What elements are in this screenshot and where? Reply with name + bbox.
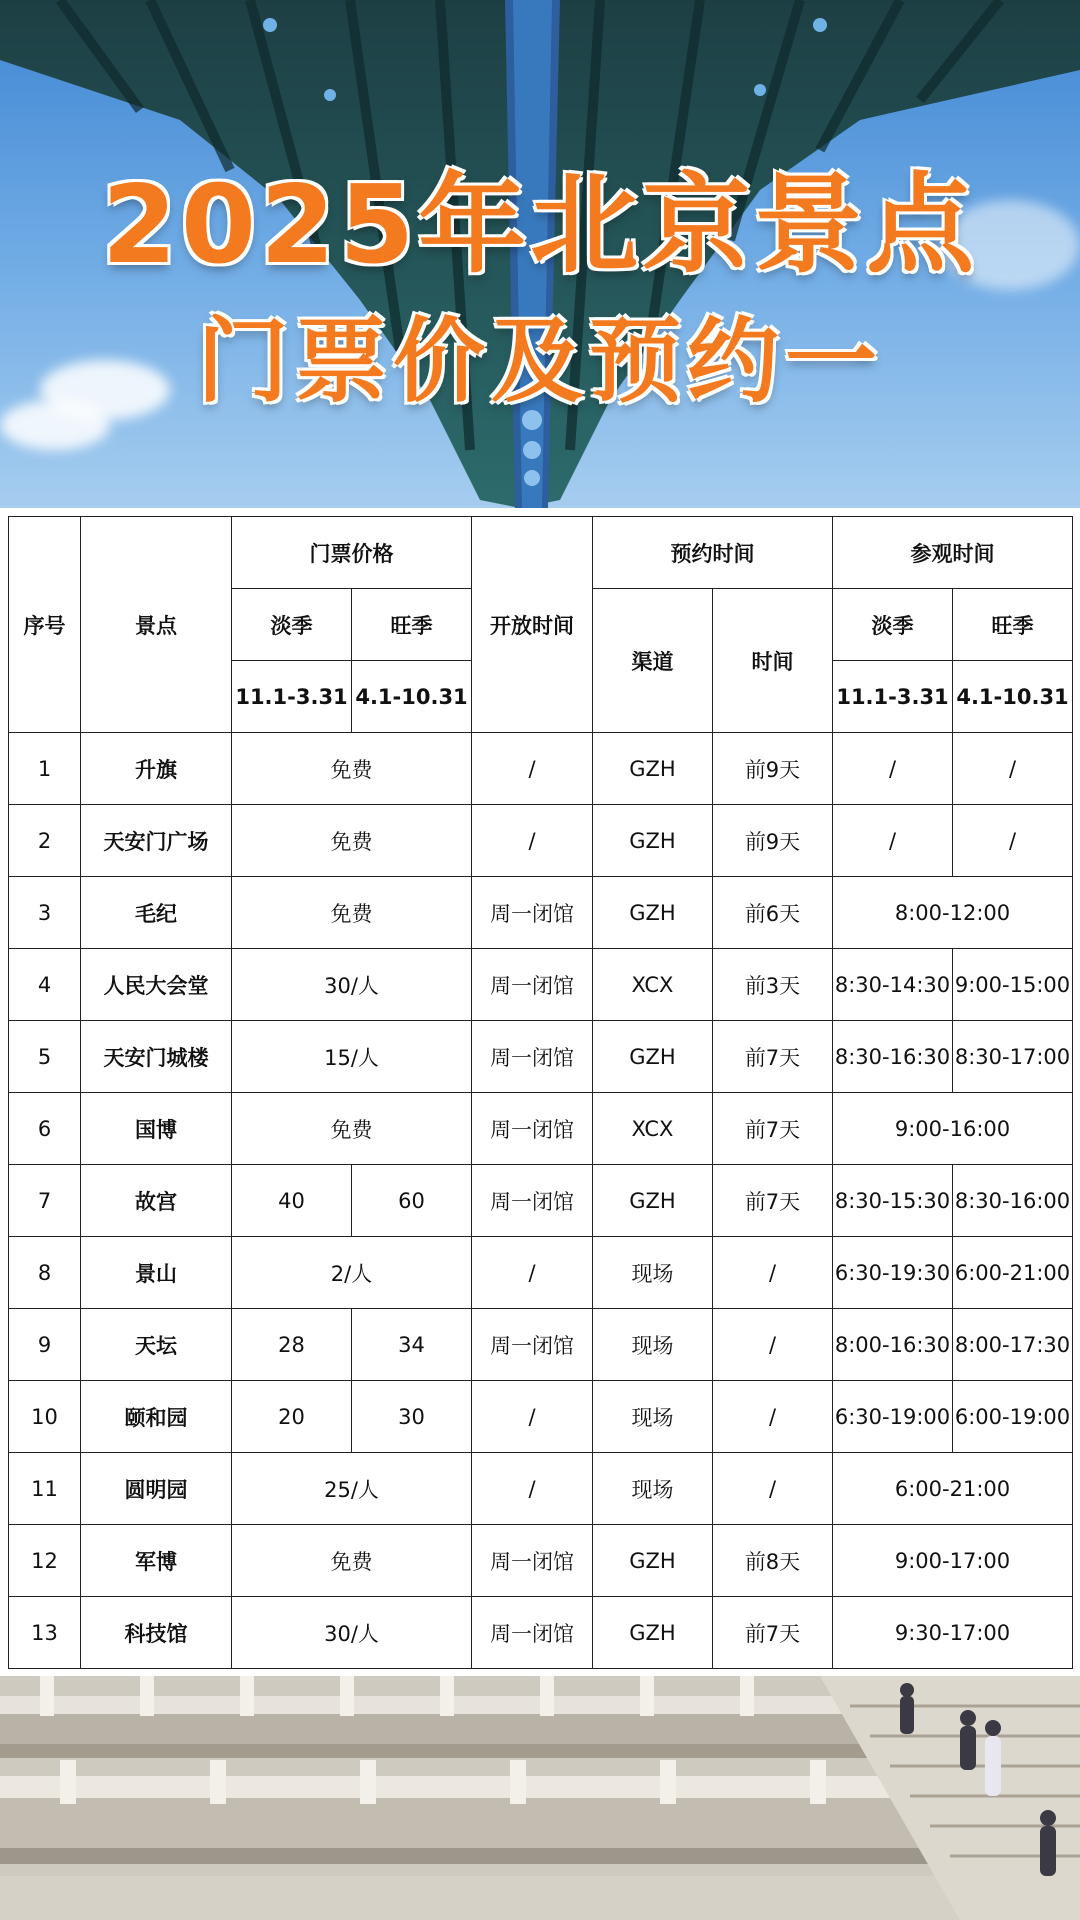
- cell-price: 2/人: [232, 1237, 472, 1309]
- table-row: [9, 733, 1073, 805]
- cell-site: 景山: [81, 1237, 232, 1309]
- cell-site: 毛纪: [81, 877, 232, 949]
- cell-index: 12: [9, 1525, 81, 1597]
- header-booking: 预约时间: [593, 517, 833, 589]
- cell-price: 15/人: [232, 1021, 472, 1093]
- header-peak-season: 旺季: [352, 589, 472, 661]
- cell-site: 科技馆: [81, 1597, 232, 1669]
- cell-open: 周一闭馆: [472, 1093, 593, 1165]
- table-row: [9, 877, 1073, 949]
- table-row: [9, 1525, 1073, 1597]
- cell-visit-off: 8:00-16:30: [833, 1309, 953, 1381]
- marble-balustrade-image: [0, 1676, 1080, 1920]
- cell-open: 周一闭馆: [472, 1597, 593, 1669]
- cell-time: /: [713, 1381, 833, 1453]
- cell-channel: GZH: [593, 733, 713, 805]
- table-row: [9, 1021, 1073, 1093]
- header-channel: 渠道: [593, 589, 713, 733]
- table-row: [9, 1309, 1073, 1381]
- cell-site: 国博: [81, 1093, 232, 1165]
- cell-visit-off: /: [833, 733, 953, 805]
- cell-visit-peak: 8:30-16:00: [953, 1165, 1073, 1237]
- cell-channel: GZH: [593, 1597, 713, 1669]
- table-row: [9, 1165, 1073, 1237]
- cell-channel: GZH: [593, 1165, 713, 1237]
- cell-price: 25/人: [232, 1453, 472, 1525]
- cell-time: 前9天: [713, 733, 833, 805]
- cell-open: /: [472, 1237, 593, 1309]
- cell-open: /: [472, 1453, 593, 1525]
- cell-channel: GZH: [593, 805, 713, 877]
- header-site: 景点: [81, 517, 232, 733]
- header-time: 时间: [713, 589, 833, 733]
- cell-channel: 现场: [593, 1453, 713, 1525]
- cell-price: 免费: [232, 805, 472, 877]
- header-visit-off: 淡季: [833, 589, 953, 661]
- cell-open: 周一闭馆: [472, 949, 593, 1021]
- cell-visit-off: 6:30-19:00: [833, 1381, 953, 1453]
- cell-index: 9: [9, 1309, 81, 1381]
- header-peak-range: 4.1-10.31: [352, 661, 472, 733]
- table-row: [9, 805, 1073, 877]
- cell-channel: GZH: [593, 1525, 713, 1597]
- cell-site: 军博: [81, 1525, 232, 1597]
- cell-visit: 9:00-16:00: [833, 1093, 1073, 1165]
- cell-visit-off: 6:30-19:30: [833, 1237, 953, 1309]
- header-open: 开放时间: [472, 517, 593, 733]
- cell-price-peak: 34: [352, 1309, 472, 1381]
- cell-visit-peak: 6:00-21:00: [953, 1237, 1073, 1309]
- cell-time: 前7天: [713, 1093, 833, 1165]
- cell-visit-peak: 9:00-15:00: [953, 949, 1073, 1021]
- header-visit-peak: 旺季: [953, 589, 1073, 661]
- cell-visit-off: 8:30-14:30: [833, 949, 953, 1021]
- cell-price-off: 28: [232, 1309, 352, 1381]
- table-row: [9, 949, 1073, 1021]
- cell-index: 2: [9, 805, 81, 877]
- cell-price-peak: 60: [352, 1165, 472, 1237]
- cell-price: 免费: [232, 1525, 472, 1597]
- table-row: [9, 1237, 1073, 1309]
- cell-index: 10: [9, 1381, 81, 1453]
- cell-site: 颐和园: [81, 1381, 232, 1453]
- header-off-season: 淡季: [232, 589, 352, 661]
- cell-price: 免费: [232, 877, 472, 949]
- hero-title: 2025年北京景点: [101, 163, 979, 288]
- cell-index: 13: [9, 1597, 81, 1669]
- cell-visit-peak: /: [953, 733, 1073, 805]
- cell-open: /: [472, 805, 593, 877]
- cell-time: 前6天: [713, 877, 833, 949]
- cell-site: 故宫: [81, 1165, 232, 1237]
- cell-visit: 9:00-17:00: [833, 1525, 1073, 1597]
- cell-index: 7: [9, 1165, 81, 1237]
- cell-site: 人民大会堂: [81, 949, 232, 1021]
- cell-price-off: 40: [232, 1165, 352, 1237]
- cell-site: 天坛: [81, 1309, 232, 1381]
- cell-price-off: 20: [232, 1381, 352, 1453]
- cell-time: 前7天: [713, 1021, 833, 1093]
- cell-channel: XCX: [593, 949, 713, 1021]
- cell-open: /: [472, 1381, 593, 1453]
- cell-index: 3: [9, 877, 81, 949]
- cell-index: 1: [9, 733, 81, 805]
- cell-index: 11: [9, 1453, 81, 1525]
- cell-visit: 8:00-12:00: [833, 877, 1073, 949]
- cell-channel: GZH: [593, 1021, 713, 1093]
- header-visit: 参观时间: [833, 517, 1073, 589]
- cell-time: 前7天: [713, 1165, 833, 1237]
- cell-index: 4: [9, 949, 81, 1021]
- cell-visit-off: /: [833, 805, 953, 877]
- cell-price: 免费: [232, 1093, 472, 1165]
- cell-visit-peak: /: [953, 805, 1073, 877]
- cell-index: 5: [9, 1021, 81, 1093]
- cell-visit-off: 8:30-15:30: [833, 1165, 953, 1237]
- cell-open: /: [472, 733, 593, 805]
- cell-channel: XCX: [593, 1093, 713, 1165]
- cell-time: 前7天: [713, 1597, 833, 1669]
- hero-subtitle: 门票价及预约一: [196, 308, 883, 415]
- header-price: 门票价格: [232, 517, 472, 589]
- table-row: [9, 1093, 1073, 1165]
- cell-channel: 现场: [593, 1309, 713, 1381]
- cell-site: 升旗: [81, 733, 232, 805]
- cell-visit: 9:30-17:00: [833, 1597, 1073, 1669]
- table-row: [9, 1597, 1073, 1669]
- cell-price: 30/人: [232, 1597, 472, 1669]
- header-off-range: 11.1-3.31: [232, 661, 352, 733]
- cell-time: /: [713, 1309, 833, 1381]
- cell-price: 免费: [232, 733, 472, 805]
- table-body: [9, 733, 1073, 1669]
- header-index: 序号: [9, 517, 81, 733]
- cell-price: 30/人: [232, 949, 472, 1021]
- cell-open: 周一闭馆: [472, 1165, 593, 1237]
- cell-time: 前3天: [713, 949, 833, 1021]
- cell-open: 周一闭馆: [472, 877, 593, 949]
- cell-channel: 现场: [593, 1381, 713, 1453]
- cell-open: 周一闭馆: [472, 1021, 593, 1093]
- cell-channel: GZH: [593, 877, 713, 949]
- cell-open: 周一闭馆: [472, 1525, 593, 1597]
- cell-open: 周一闭馆: [472, 1309, 593, 1381]
- cell-price-peak: 30: [352, 1381, 472, 1453]
- cell-index: 6: [9, 1093, 81, 1165]
- cell-channel: 现场: [593, 1237, 713, 1309]
- cell-site: 圆明园: [81, 1453, 232, 1525]
- header-visit-peak-range: 4.1-10.31: [953, 661, 1073, 733]
- table-row: [9, 1453, 1073, 1525]
- ticket-table: [8, 516, 1073, 1669]
- cell-index: 8: [9, 1237, 81, 1309]
- cell-visit-peak: 6:00-19:00: [953, 1381, 1073, 1453]
- cell-site: 天安门广场: [81, 805, 232, 877]
- cell-visit-peak: 8:00-17:30: [953, 1309, 1073, 1381]
- cell-time: /: [713, 1237, 833, 1309]
- hero-banner: [0, 0, 1080, 508]
- cell-visit-peak: 8:30-17:00: [953, 1021, 1073, 1093]
- ticket-table-container: [8, 516, 1072, 1669]
- cell-time: 前9天: [713, 805, 833, 877]
- temple-terrace-photo: [0, 1676, 1080, 1920]
- cell-visit-off: 8:30-16:30: [833, 1021, 953, 1093]
- table-row: [9, 1381, 1073, 1453]
- cell-time: 前8天: [713, 1525, 833, 1597]
- cell-time: /: [713, 1453, 833, 1525]
- cell-site: 天安门城楼: [81, 1021, 232, 1093]
- header-visit-off-range: 11.1-3.31: [833, 661, 953, 733]
- cell-visit: 6:00-21:00: [833, 1453, 1073, 1525]
